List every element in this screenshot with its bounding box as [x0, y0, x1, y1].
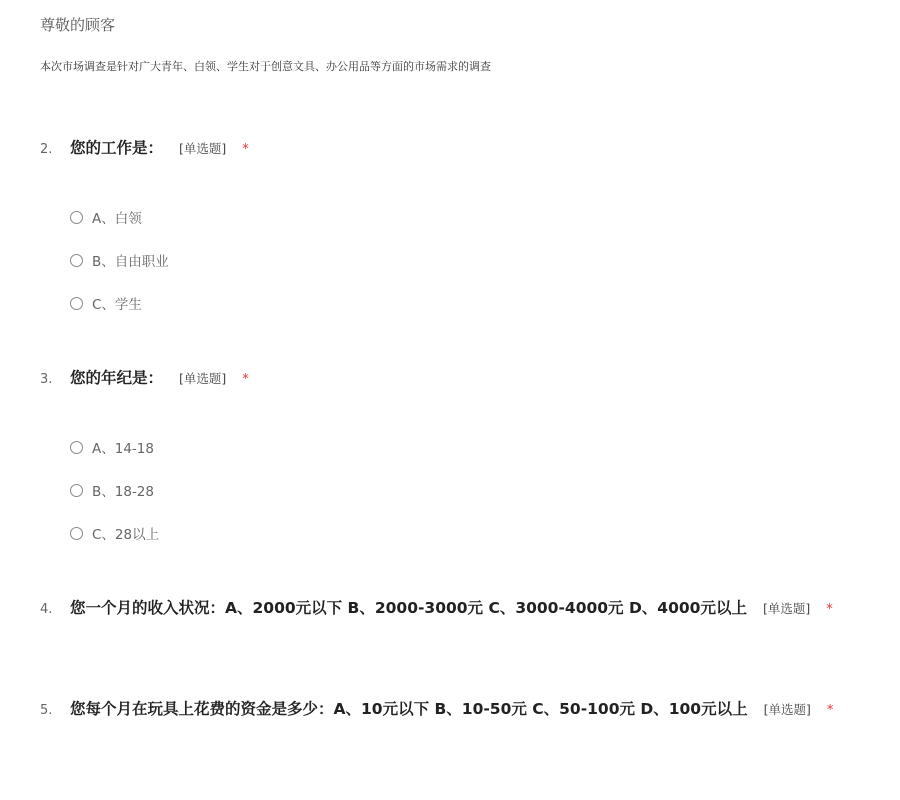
required-mark: * — [826, 602, 833, 617]
required-mark: * — [826, 703, 834, 718]
radio-button[interactable] — [70, 441, 83, 454]
question-3-header — [40, 366, 249, 388]
radio-button[interactable] — [70, 527, 83, 540]
question-2-header — [40, 136, 249, 158]
option-label: B、自由职业 — [92, 254, 169, 270]
option-label: C、学生 — [92, 297, 142, 313]
question-title: 您每个月在玩具上花费的资金是多少：A、10元以下 B、10-50元 C、50-100元 D、100元以上 — [70, 700, 748, 718]
option-q3-c[interactable] — [70, 523, 159, 543]
option-label: A、白领 — [92, 211, 142, 227]
option-q2-c[interactable] — [70, 293, 142, 313]
required-mark: * — [242, 142, 249, 157]
question-title: 您的工作是： — [70, 139, 164, 157]
question-type-label: [单选题] — [179, 371, 227, 386]
option-q2-a[interactable] — [70, 207, 142, 227]
required-mark: * — [242, 372, 249, 387]
radio-button[interactable] — [70, 211, 83, 224]
question-title: 您一个月的收入状况：A、2000元以下 B、2000-3000元 C、3000-4000元 D、4000元以上 — [70, 599, 747, 617]
option-q3-a[interactable] — [70, 437, 154, 457]
question-number: 5. — [40, 703, 53, 718]
option-q3-b[interactable] — [70, 480, 154, 500]
question-5-header — [40, 697, 833, 719]
question-4-header — [40, 596, 833, 618]
question-number: 4. — [40, 602, 53, 617]
question-title: 您的年纪是： — [70, 369, 164, 387]
question-type-label: [单选题] — [179, 141, 227, 156]
option-label: C、28以上 — [92, 527, 160, 543]
option-label: B、18-28 — [92, 484, 154, 500]
question-number: 2. — [40, 142, 53, 157]
radio-button[interactable] — [70, 297, 83, 310]
radio-button[interactable] — [70, 254, 83, 267]
question-type-label: [单选题] — [762, 601, 811, 616]
question-type-label: [单选题] — [763, 702, 811, 717]
question-number: 3. — [40, 372, 53, 387]
radio-button[interactable] — [70, 484, 83, 497]
survey-greeting: 尊敬的顾客 — [40, 16, 116, 34]
option-q2-b[interactable] — [70, 250, 169, 270]
survey-intro: 本次市场调查是针对广大青年、白领、学生对于创意文具、办公用品等方面的市场需求的调查 — [40, 60, 491, 73]
option-label: A、14-18 — [92, 441, 154, 457]
